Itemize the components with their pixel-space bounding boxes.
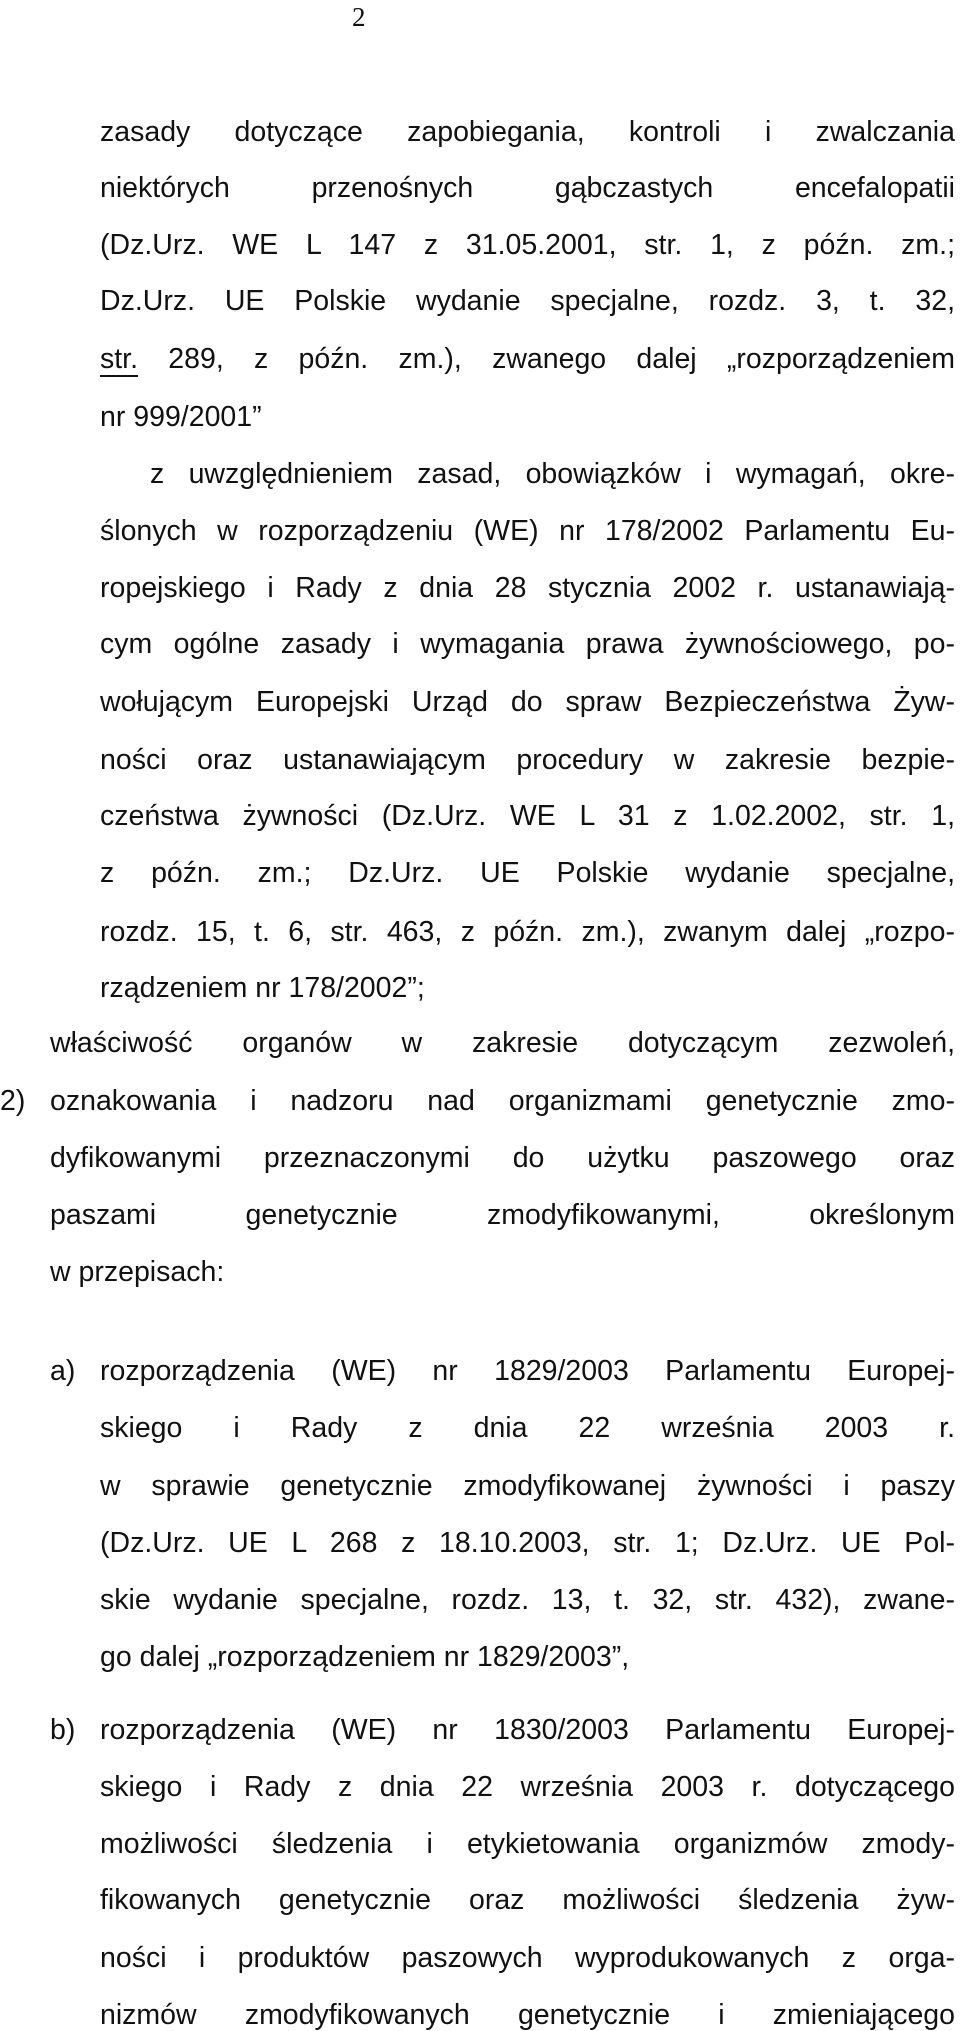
text-line: (Dz.Urz. WE L 147 z 31.05.2001, str. 1, z późn. zm.; — [100, 229, 955, 261]
text-line: rozporządzenia (WE) nr 1829/2003 Parlamentu Europej- — [100, 1355, 955, 1387]
text-line: fikowanych genetycznie oraz możliwości śledzenia żyw- — [100, 1884, 955, 1916]
text-line: paszami genetycznie zmodyfikowanymi, określonym — [50, 1199, 955, 1231]
text-line: możliwości śledzenia i etykietowania organizmów zmody- — [100, 1828, 955, 1860]
text-line: zasady dotyczące zapobiegania, kontroli i zwalczania — [100, 116, 955, 148]
list-marker-b: b) — [50, 1714, 76, 1746]
text-line: cym ogólne zasady i wymagania prawa żywnościowego, po- — [100, 628, 955, 660]
text-line: str. 289, z późn. zm.), zwanego dalej „rozporządzeniem — [100, 343, 955, 375]
text-line: w sprawie genetycznie zmodyfikowanej żywności i paszy — [100, 1470, 955, 1502]
text-line: niektórych przenośnych gąbczastych encefalopatii — [100, 172, 955, 204]
text-line: w przepisach: — [50, 1256, 225, 1288]
text-line: z uwzględnieniem zasad, obowiązków i wymagań, okre- — [150, 458, 955, 490]
text-line: rozporządzenia (WE) nr 1830/2003 Parlamentu Europej- — [100, 1714, 955, 1746]
text-line: nizmów zmodyfikowanych genetycznie i zmieniającego — [100, 1999, 955, 2031]
text-line: ropejskiego i Rady z dnia 28 stycznia 2002 r. ustanawiają- — [100, 572, 955, 604]
text-line: ności i produktów paszowych wyprodukowanych z orga- — [100, 1942, 955, 1974]
text-line: (Dz.Urz. UE L 268 z 18.10.2003, str. 1; Dz.Urz. UE Pol- — [100, 1527, 955, 1559]
text-line: właściwość organów w zakresie dotyczącym zezwoleń, — [50, 1027, 955, 1059]
text-line: skiego i Rady z dnia 22 września 2003 r. — [100, 1412, 955, 1444]
text-line: z późn. zm.; Dz.Urz. UE Polskie wydanie specjalne, — [100, 857, 955, 889]
text-line: nr 999/2001” — [100, 401, 262, 433]
text-line: oznakowania i nadzoru nad organizmami genetycznie zmo- — [50, 1085, 955, 1117]
text-line: rozdz. 15, t. 6, str. 463, z późn. zm.), zwanym dalej „rozpo- — [100, 916, 955, 948]
text-line: ności oraz ustanawiającym procedury w zakresie bezpie- — [100, 744, 955, 776]
text-line: dyfikowanymi przeznaczonymi do użytku paszowego oraz — [50, 1142, 955, 1174]
text-line: czeństwa żywności (Dz.Urz. WE L 31 z 1.02.2002, str. 1, — [100, 800, 955, 832]
text-line: skie wydanie specjalne, rozdz. 13, t. 32, str. 432), zwane- — [100, 1584, 955, 1616]
list-marker-2: 2) — [0, 1085, 26, 1117]
text-line: wołującym Europejski Urząd do spraw Bezpieczeństwa Żyw- — [100, 686, 955, 718]
text-line: Dz.Urz. UE Polskie wydanie specjalne, rozdz. 3, t. 32, — [100, 285, 955, 317]
text-line: rządzeniem nr 178/2002”; — [100, 972, 425, 1004]
text-line: skiego i Rady z dnia 22 września 2003 r. dotyczącego — [100, 1771, 955, 1803]
dash-bullet — [100, 375, 138, 377]
text-line: go dalej „rozporządzeniem nr 1829/2003”, — [100, 1641, 630, 1673]
page-number: 2 — [352, 2, 366, 32]
list-marker-a: a) — [50, 1355, 76, 1387]
text-line: ślonych w rozporządzeniu (WE) nr 178/2002 Parlamentu Eu- — [100, 515, 955, 547]
